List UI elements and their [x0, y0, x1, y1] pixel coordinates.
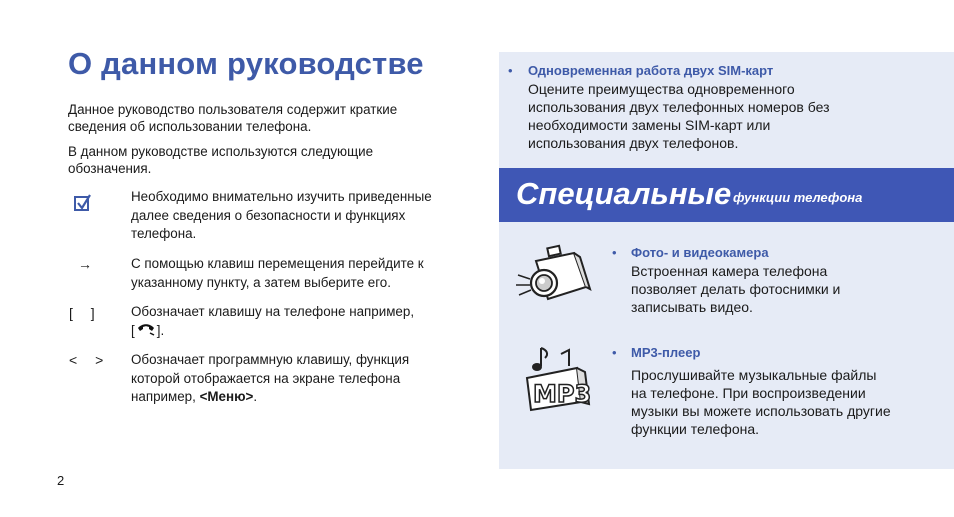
legend-text-softkey — [131, 351, 461, 407]
camera-heading: Фото- и видеокамера — [631, 245, 769, 260]
dual-sim-heading: Одновременная работа двух SIM-карт — [528, 63, 774, 78]
camera-icon — [514, 243, 594, 318]
legend-text-arrow: С помощью клавиш перемещения перейдите к указанному пункту, а затем выберите его. — [131, 256, 424, 290]
bracket-open: [ — [131, 322, 135, 338]
camera-text: Встроенная камера телефона позволяет делать фотоснимки и записывать видео. — [631, 263, 841, 315]
banner-subtitle: функции телефона — [733, 190, 863, 205]
softkey-text: Обозначает программную клавишу, функция которой отображается на экране телефона например, — [131, 352, 410, 404]
bracket-close: ]. — [156, 322, 165, 338]
bullet: • — [508, 63, 513, 78]
bullet: • — [612, 245, 617, 260]
mp3-icon — [519, 344, 599, 419]
legend-text-bracket — [131, 303, 461, 342]
legend-text-note: Необходимо внимательно изучить приведенные далее сведения о безопасности и функциях телефона. — [131, 189, 432, 241]
menu-key-label: <Меню> — [199, 389, 254, 404]
bracket-symbol: [ ] — [69, 305, 95, 321]
svg-text:MP3: MP3 — [533, 380, 592, 408]
phone-key-icon — [136, 323, 156, 343]
mp3-heading: MP3-плеер — [631, 345, 701, 360]
arrow-icon: → — [78, 256, 92, 272]
mp3-text: Прослушивайте музыкальные файлы на телефоне. При воспроизведении музыки вы можете использовать другие функции телефона. — [631, 367, 891, 437]
intro-paragraph: Данное руководство пользователя содержит краткие сведения об использовании телефона. — [68, 102, 398, 134]
angle-bracket-symbol: < > — [69, 352, 104, 368]
bullet: • — [612, 345, 617, 360]
dual-sim-text: Оцените преимущества одновременного использования двух телефонных номеров без необходимости замены SIM-карт или использования двух телефонов. — [528, 81, 830, 151]
checkbox-note-icon — [74, 196, 89, 211]
page-number: 2 — [57, 473, 65, 488]
banner-title: Специальные — [516, 176, 732, 211]
page-title: О данном руководстве — [68, 46, 424, 81]
conventions-paragraph: В данном руководстве используются следующие обозначения. — [68, 144, 374, 176]
softkey-text-end: . — [253, 389, 258, 404]
bracket-text-line: Обозначает клавишу на телефоне например, — [131, 304, 415, 319]
